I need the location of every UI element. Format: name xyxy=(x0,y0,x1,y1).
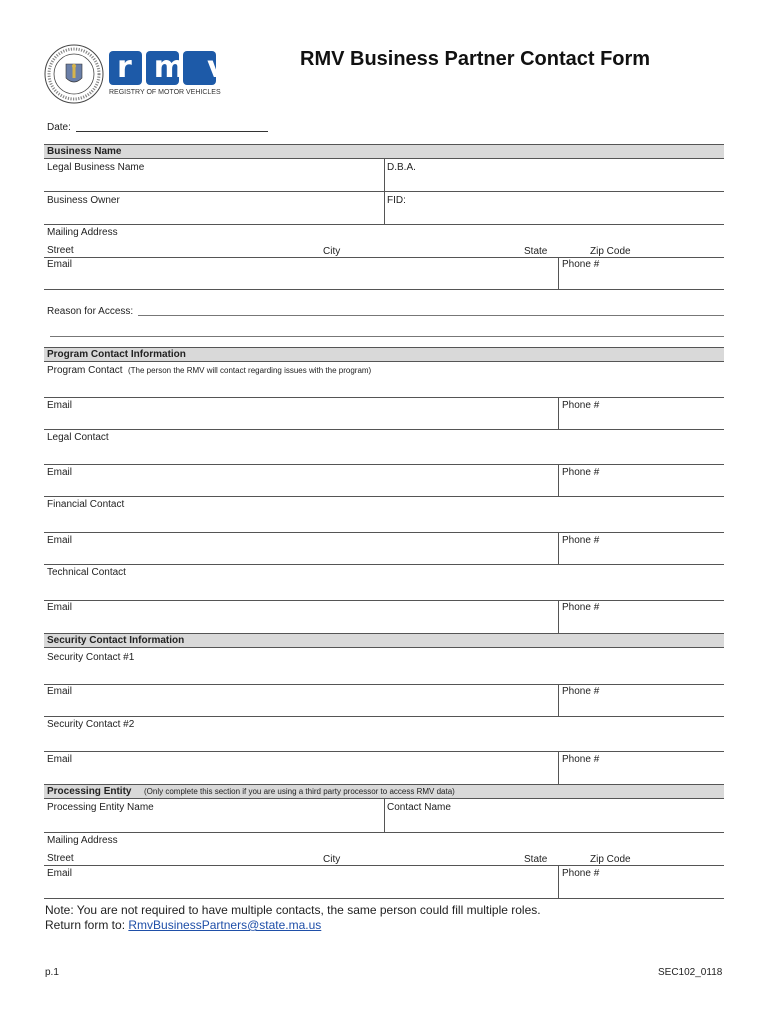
street-label: Street xyxy=(47,245,74,256)
program-contact-note: (The person the RMV will contact regarding issues with the program) xyxy=(128,366,372,375)
technical-phone-field[interactable] xyxy=(560,601,724,632)
date-label: Date: xyxy=(47,122,71,133)
business-email-field[interactable] xyxy=(44,258,558,289)
security-1-phone-label: Phone # xyxy=(562,686,600,697)
mailing-address-field[interactable] xyxy=(44,238,724,256)
business-section-title: Business Name xyxy=(47,146,122,157)
program-email-label: Email xyxy=(47,400,73,411)
processing-entity-name-label: Processing Entity Name xyxy=(47,802,154,813)
processing-mailing-address-label: Mailing Address xyxy=(47,835,118,846)
reason-for-access-line-2[interactable] xyxy=(50,336,724,337)
security-1-email-field[interactable] xyxy=(44,685,558,716)
security-contact-2-label: Security Contact #2 xyxy=(47,719,135,730)
form-code: SEC102_0118 xyxy=(658,967,723,978)
security-contact-2-field[interactable] xyxy=(44,717,724,751)
security-contact-1-field[interactable] xyxy=(44,648,724,683)
date-field[interactable] xyxy=(76,131,268,132)
dba-field[interactable] xyxy=(386,158,724,191)
legal-email-field[interactable] xyxy=(44,465,558,496)
processing-zip-code-label: Zip Code xyxy=(590,854,631,865)
legal-email-label: Email xyxy=(47,467,73,478)
legal-business-name-label: Legal Business Name xyxy=(47,162,145,173)
program-email-field[interactable] xyxy=(44,398,558,429)
technical-phone-label: Phone # xyxy=(562,602,600,613)
financial-phone-field[interactable] xyxy=(560,533,724,564)
financial-email-field[interactable] xyxy=(44,533,558,564)
phone-label: Phone # xyxy=(562,259,600,270)
fid-field[interactable] xyxy=(386,192,724,224)
zip-code-label: Zip Code xyxy=(590,246,631,257)
security-section-header xyxy=(44,633,724,648)
security-contact-1-label: Security Contact #1 xyxy=(47,652,135,663)
financial-contact-label: Financial Contact xyxy=(47,499,125,510)
page-title: RMV Business Partner Contact Form xyxy=(300,48,651,70)
page-number: p.1 xyxy=(45,967,59,978)
processing-street-label: Street xyxy=(47,853,74,864)
processing-state-label: State xyxy=(524,854,548,865)
technical-contact-label: Technical Contact xyxy=(47,567,126,578)
city-label: City xyxy=(323,246,341,257)
processing-contact-name-label: Contact Name xyxy=(387,802,451,813)
mailing-address-label: Mailing Address xyxy=(47,227,118,238)
legal-business-name-field[interactable] xyxy=(44,158,384,191)
legal-contact-field[interactable] xyxy=(44,430,724,464)
program-contact-label: Program Contact xyxy=(47,365,123,376)
rmv-logo-wordmark: rmv xyxy=(117,50,249,85)
processing-email-label: Email xyxy=(47,868,73,879)
program-phone-field[interactable] xyxy=(560,398,724,429)
reason-for-access-field[interactable] xyxy=(138,315,724,316)
legal-phone-label: Phone # xyxy=(562,467,600,478)
dba-label: D.B.A. xyxy=(387,162,416,173)
legal-phone-field[interactable] xyxy=(560,465,724,496)
security-section-title: Security Contact Information xyxy=(47,635,185,646)
security-2-phone-label: Phone # xyxy=(562,754,600,765)
processing-phone-field[interactable] xyxy=(560,866,724,897)
footer-note: Note: You are not required to have multiple contacts, the same person could fill multiple roles. xyxy=(45,903,541,917)
financial-phone-label: Phone # xyxy=(562,535,600,546)
processing-entity-name-field[interactable] xyxy=(44,799,384,832)
processing-mailing-address-field[interactable] xyxy=(44,846,724,864)
business-phone-field[interactable] xyxy=(560,258,724,289)
program-section-title: Program Contact Information xyxy=(47,349,186,360)
processing-city-label: City xyxy=(323,854,341,865)
business-section-header xyxy=(44,144,724,159)
financial-contact-field[interactable] xyxy=(44,497,724,531)
technical-contact-field[interactable] xyxy=(44,565,724,599)
processing-phone-label: Phone # xyxy=(562,868,600,879)
rmv-logo-subtitle: REGISTRY OF MOTOR VEHICLES xyxy=(109,89,221,96)
financial-email-label: Email xyxy=(47,535,73,546)
processing-section-note: (Only complete this section if you are using a third party processor to access RMV data) xyxy=(144,787,455,796)
reason-for-access-label: Reason for Access: xyxy=(47,306,134,317)
state-seal xyxy=(44,44,104,104)
processing-contact-name-field[interactable] xyxy=(386,799,724,832)
processing-email-field[interactable] xyxy=(44,866,558,897)
security-2-email-field[interactable] xyxy=(44,752,558,783)
security-1-phone-field[interactable] xyxy=(560,685,724,716)
rmv-logo xyxy=(109,50,249,101)
security-1-email-label: Email xyxy=(47,686,73,697)
return-email-link[interactable]: RmvBusinessPartners@state.ma.us xyxy=(128,918,322,932)
business-owner-label: Business Owner xyxy=(47,195,120,206)
return-label: Return form to: xyxy=(45,918,126,932)
email-label: Email xyxy=(47,259,73,270)
technical-email-label: Email xyxy=(47,602,73,613)
program-section-header xyxy=(44,347,724,362)
fid-label: FID: xyxy=(387,195,406,206)
processing-section-header xyxy=(44,784,724,799)
security-2-email-label: Email xyxy=(47,754,73,765)
security-2-phone-field[interactable] xyxy=(560,752,724,783)
legal-contact-label: Legal Contact xyxy=(47,432,109,443)
state-label: State xyxy=(524,246,548,257)
processing-section-title: Processing Entity xyxy=(47,786,132,797)
business-owner-field[interactable] xyxy=(44,192,384,224)
technical-email-field[interactable] xyxy=(44,601,558,632)
program-phone-label: Phone # xyxy=(562,400,600,411)
program-contact-field[interactable] xyxy=(44,362,724,396)
return-line xyxy=(45,918,321,932)
